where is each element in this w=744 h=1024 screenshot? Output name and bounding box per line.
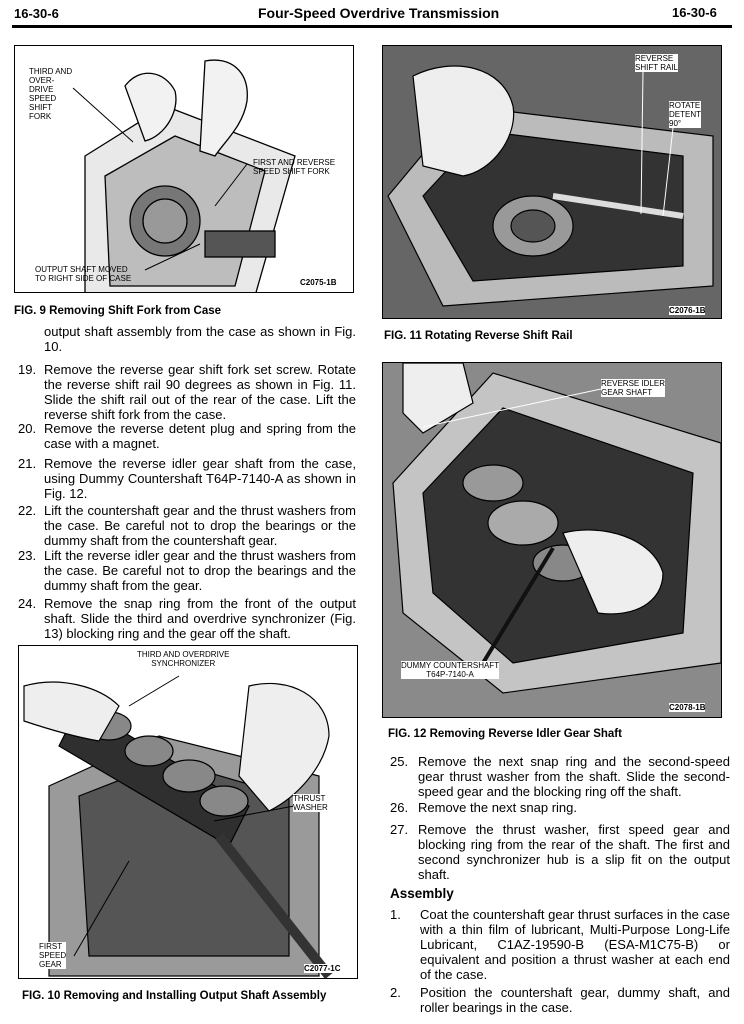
fig12-caption-num: FIG. 12: [388, 728, 427, 740]
step-text: Lift the reverse idler gear and the thrust washers from the case. Be careful not to drop the bearings and the dummy shaft from the gear.: [44, 548, 356, 593]
fig12-label-dummy-countershaft: DUMMY COUNTERSHAFT T64P-7140-A: [401, 661, 500, 679]
fig11-label-rotate-detent: ROTATE DETENT 90°: [669, 101, 701, 128]
step-number: 22.: [18, 503, 37, 518]
page-number-left: 16-30-6: [14, 6, 59, 21]
fig10-illustration: [18, 645, 358, 979]
step-number: 27.: [390, 822, 409, 837]
step-text: Remove the next snap ring.: [418, 800, 577, 815]
step-21: [18, 456, 356, 501]
fig9-caption-text: Removing Shift Fork from Case: [49, 305, 222, 317]
fig11-illustration: [382, 45, 722, 319]
fig11-caption: [384, 330, 573, 343]
fig9-label-third-od-fork: THIRD AND OVER- DRIVE SPEED SHIFT FORK: [29, 67, 73, 121]
step-24: [18, 596, 356, 641]
fig9-caption-num: FIG. 9: [14, 305, 46, 317]
fig9-label-first-reverse-fork: FIRST AND REVERSE SPEED SHIFT FORK: [253, 158, 336, 176]
step-number: 26.: [390, 800, 409, 815]
step-text: Remove the next snap ring and the second-speed gear thrust washer from the shaft. Slide the second-speed gear and the blocking ring off the shaft.: [418, 754, 730, 799]
fig9-caption: [14, 305, 221, 318]
fig9-label-output-shaft: OUTPUT SHAFT MOVED TO RIGHT SIDE OF CASE: [35, 265, 132, 283]
fig10-label-first-speed-gear: FIRST SPEED GEAR: [39, 942, 67, 969]
fig10-label-synchronizer: THIRD AND OVERDRIVE SYNCHRONIZER: [137, 650, 230, 668]
step-number: 21.: [18, 456, 37, 471]
fig9-code: C2075-1B: [300, 278, 337, 287]
step-number: 20.: [18, 421, 37, 436]
step-23: [18, 548, 356, 593]
fig12-code: C2078-1B: [669, 703, 706, 712]
header-rule: [12, 25, 732, 28]
fig10-label-thrust-washer: THRUST WASHER: [293, 794, 328, 812]
fig10-caption: [22, 990, 352, 1003]
fig11-caption-text: Rotating Reverse Shift Rail: [424, 330, 573, 342]
fig12-caption: [388, 728, 622, 741]
step-number: 23.: [18, 548, 37, 563]
step-19: [18, 362, 356, 422]
step-text: Position the countershaft gear, dummy shaft, and roller bearings in the case.: [420, 985, 730, 1015]
step-text: Remove the reverse idler gear shaft from the case, using Dummy Countershaft T64P-7140-A as shown in Fig. 12.: [44, 456, 356, 501]
step-number: 1.: [390, 907, 401, 922]
step-27: [390, 822, 730, 882]
continuation-text: output shaft assembly from the case as shown in Fig. 10.: [44, 324, 356, 354]
step-text: Coat the countershaft gear thrust surfaces in the case with a thin film of lubricant, Multi-Purpose Long-Life Lubricant, C1AZ-19590-B (ESA-M1C75-B) or equivalent and position a thrust washer at each end of the case.: [420, 907, 730, 982]
step-number: 2.: [390, 985, 401, 1000]
step-text: Remove the reverse detent plug and spring from the case with a magnet.: [44, 421, 356, 451]
step-number: 24.: [18, 596, 37, 611]
page-number-right: 16-30-6: [672, 5, 717, 20]
step-22: [18, 503, 356, 548]
page-title: Four-Speed Overdrive Transmission: [258, 5, 500, 21]
fig10-drawing: [19, 646, 357, 978]
fig10-caption-num: FIG. 10: [22, 990, 61, 1002]
fig10-code: C2077-1C: [304, 964, 341, 973]
step-26: [390, 800, 730, 815]
fig12-illustration: [382, 362, 722, 718]
fig12-caption-text: Removing Reverse Idler Gear Shaft: [429, 728, 622, 740]
assembly-step-2: [390, 985, 730, 1015]
step-text: Lift the countershaft gear and the thrust washers from the case. Be careful not to drop the bearings or the dummy shaft from the countershaft gear.: [44, 503, 356, 548]
fig9-illustration: [14, 45, 354, 293]
assembly-step-1: [390, 907, 730, 982]
step-text: Remove the thrust washer, first speed gear and blocking ring from the rear of the shaft. The first and second synchronizer hub is a slip fit on the output shaft.: [418, 822, 730, 882]
fig11-caption-num: FIG. 11: [384, 330, 422, 342]
fig11-code: C2076-1B: [669, 306, 706, 315]
step-25: [390, 754, 730, 799]
step-number: 25.: [390, 754, 409, 769]
step-20: [18, 421, 356, 451]
step-number: 19.: [18, 362, 37, 377]
fig10-caption-text: Removing and Installing Output Shaft Assembly: [63, 990, 327, 1002]
fig12-label-reverse-idler-shaft: REVERSE IDLER GEAR SHAFT: [601, 379, 666, 397]
fig11-label-reverse-shift-rail: REVERSE SHIFT RAIL: [635, 54, 678, 72]
assembly-heading: Assembly: [390, 886, 454, 901]
step-text: Remove the reverse gear shift fork set screw. Rotate the reverse shift rail 90 degrees as shown in Fig. 11. Slide the shift rail out of the rear of the case. Lift the reverse shift fork from the case.: [44, 362, 356, 422]
fig11-drawing: [383, 46, 721, 318]
step-text: Remove the snap ring from the front of the output shaft. Slide the third and overdrive synchronizer (Fig. 13) blocking ring and the gear off the shaft.: [44, 596, 356, 641]
